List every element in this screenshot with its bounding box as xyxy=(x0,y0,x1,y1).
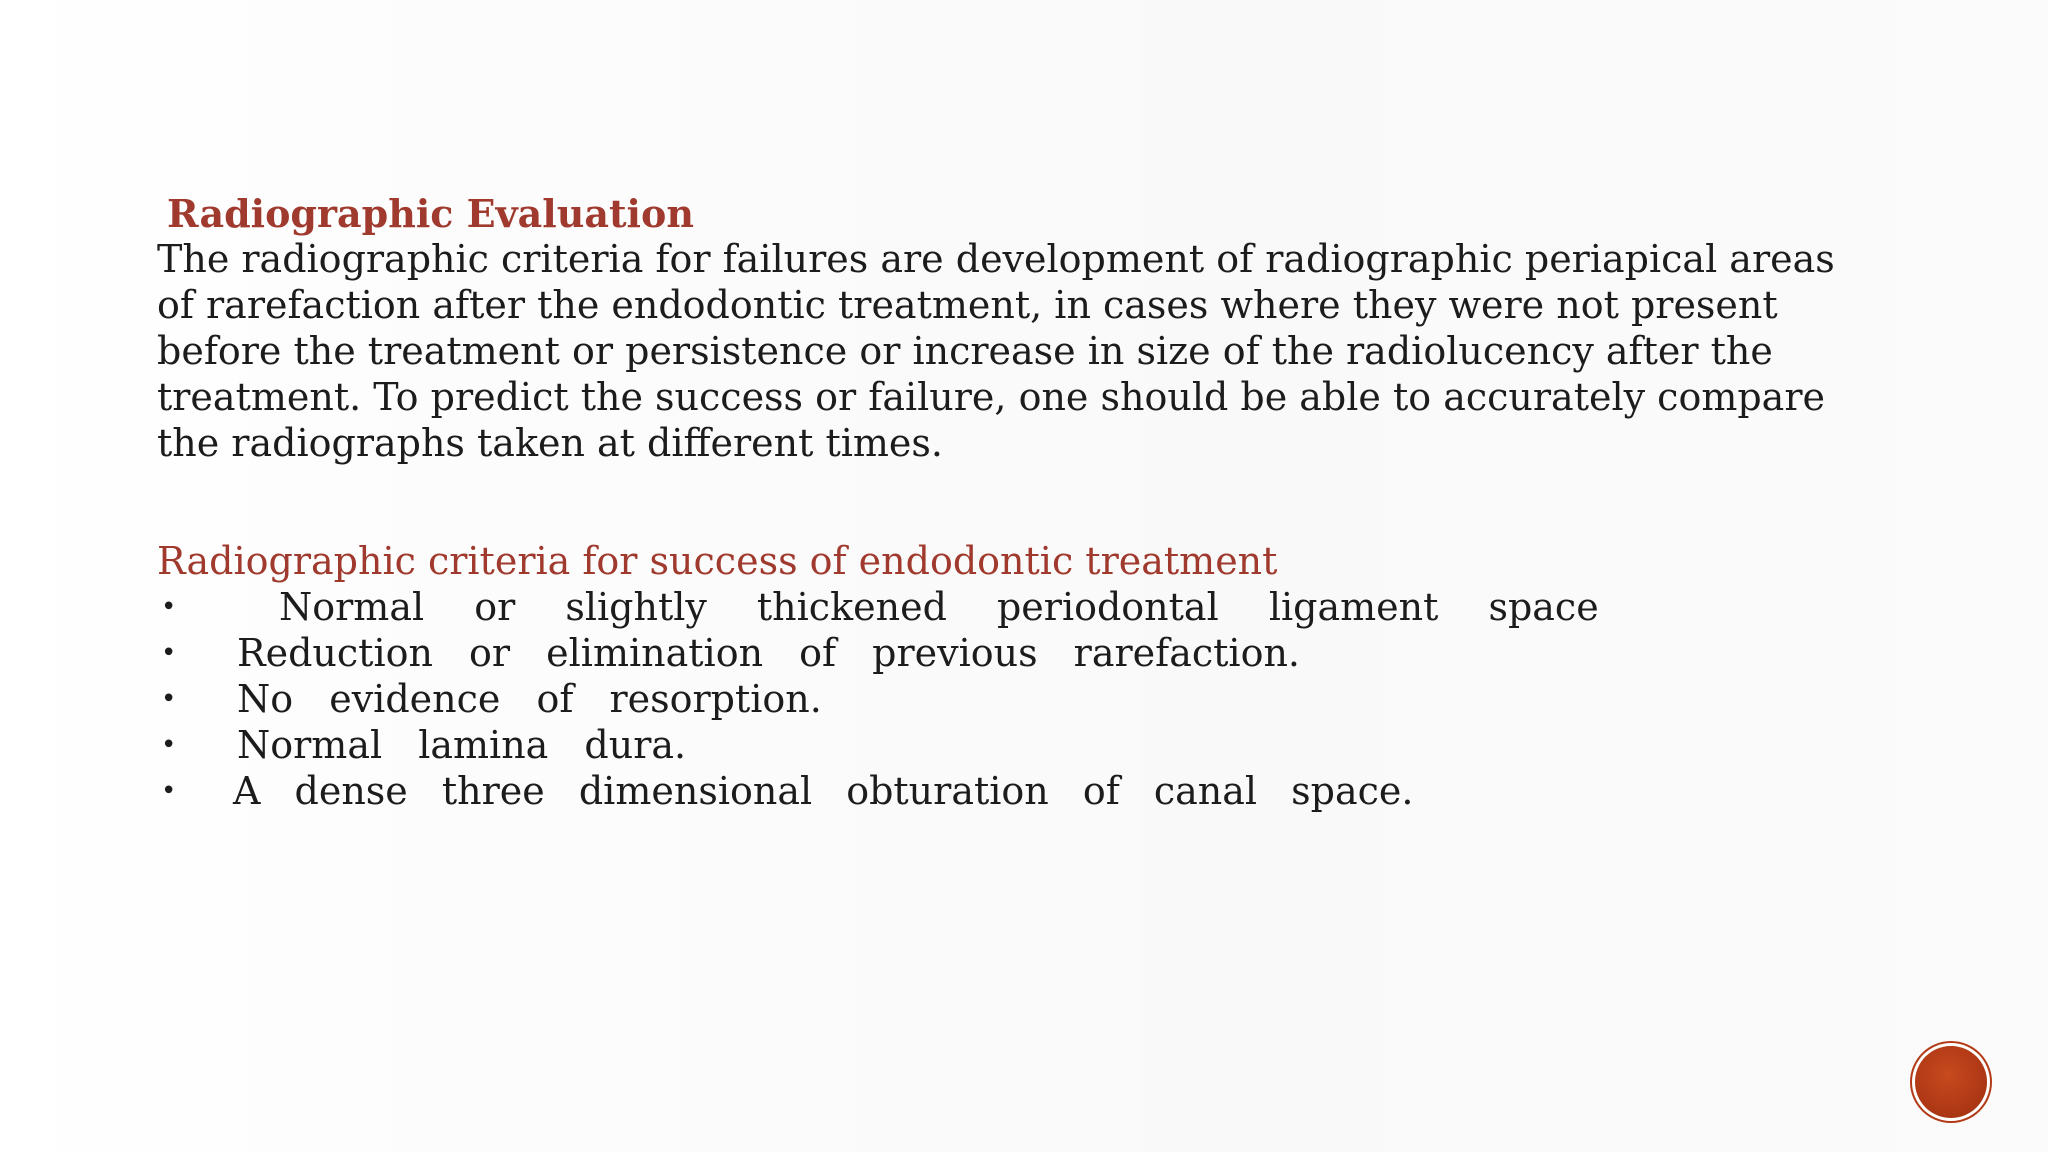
criteria-item-text: Normal lamina dura. xyxy=(237,723,687,767)
criteria-item xyxy=(157,584,1877,630)
criteria-item xyxy=(157,676,1877,722)
bullet-icon: • xyxy=(161,638,177,668)
paragraph-line: the radiographs taken at different times. xyxy=(157,421,943,465)
bullet-icon: • xyxy=(161,730,177,760)
criteria-item xyxy=(157,768,1877,814)
criteria-heading: Radiographic criteria for success of endodontic treatment xyxy=(157,539,1278,583)
bullet-icon: • xyxy=(161,776,177,806)
criteria-item xyxy=(157,722,1877,768)
paragraph-line: of rarefaction after the endodontic treatment, in cases where they were not present xyxy=(157,283,1778,327)
criteria-item-text: Reduction or elimination of previous rarefaction. xyxy=(237,631,1301,675)
bullet-icon: • xyxy=(161,592,177,622)
paragraph-line: before the treatment or persistence or increase in size of the radiolucency after the xyxy=(157,329,1773,373)
criteria-item-text: No evidence of resorption. xyxy=(237,677,822,721)
bullet-icon: • xyxy=(161,684,177,714)
criteria-item-text: Normal or slightly thickened periodontal ligament space xyxy=(279,585,1599,629)
criteria-list xyxy=(157,584,1877,814)
slide-heading: Radiographic Evaluation xyxy=(167,191,694,236)
slide-content xyxy=(157,192,1877,814)
criteria-item xyxy=(157,630,1877,676)
paragraph-line: The radiographic criteria for failures are development of radiographic periapical areas xyxy=(157,237,1835,281)
criteria-item-text: A dense three dimensional obturation of canal space. xyxy=(233,769,1414,813)
evaluation-paragraph xyxy=(157,236,1877,466)
circle-button-icon[interactable] xyxy=(1915,1046,1987,1118)
paragraph-line: treatment. To predict the success or failure, one should be able to accurately compare xyxy=(157,375,1825,419)
